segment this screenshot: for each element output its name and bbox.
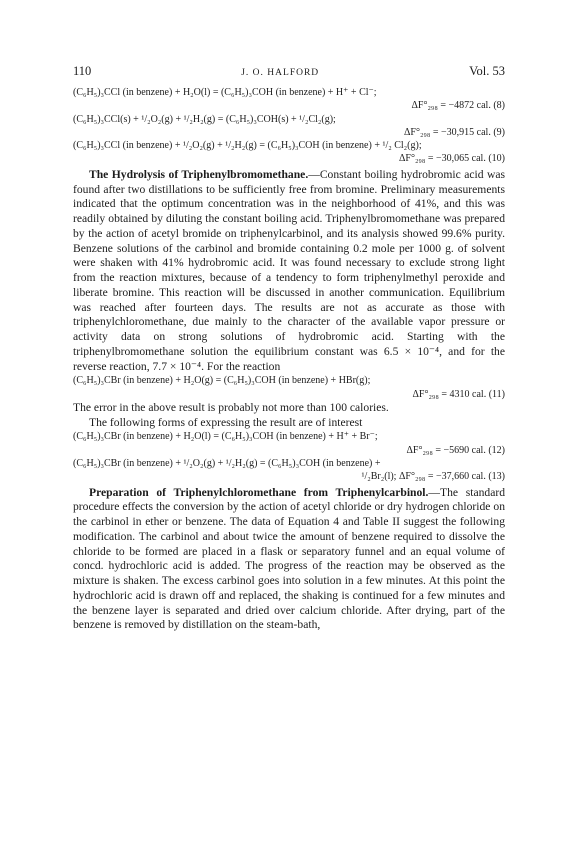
forms-paragraph: The following forms of expressing the result are of interest: [89, 415, 363, 429]
running-header: [73, 64, 505, 86]
equation-10-line: (C₆H₅)₃CCl (in benzene) + ¹/₂O₂(g) + ¹/₂H₂(g) = (C₆H₅)₃COH (in benzene) + ¹/₂ Cl₂(g);: [73, 140, 422, 152]
equation-13-energy: ¹/₂Br₂(l); ΔF°₂₉₈ = −37,660 cal. (13): [361, 471, 505, 483]
equation-block-12-13: [73, 430, 505, 483]
section-heading-preparation: Preparation of Triphenylchloromethane from Triphenylcarbinol.: [89, 485, 429, 499]
page: [73, 64, 505, 633]
volume-label: Vol. 53: [469, 64, 505, 78]
equation-12-line: (C₆H₅)₃CBr (in benzene) + H₂O(l) = (C₆H₅)₃COH (in benzene) + H⁺ + Br⁻;: [73, 431, 378, 443]
equation-block-8-10: [73, 86, 505, 166]
equation-8-energy: ΔF°₂₉₈ = −4872 cal. (8): [411, 100, 505, 112]
equation-9-energy: ΔF°₂₉₈ = −30,915 cal. (9): [403, 126, 505, 138]
error-paragraph: The error in the above result is probably not more than 100 calories.: [73, 400, 389, 414]
section-heading-hydrolysis: The Hydrolysis of Triphenylbromomethane.: [89, 167, 309, 181]
equation-block-11: [73, 374, 505, 401]
page-number: 110: [73, 64, 92, 78]
section-body-hydrolysis: —Constant boiling hydrobromic acid was found after two distillations to be sufficiently free from bromine. Preliminary measurements indicated that the optimum concentration was in the neighborhood of 41%, and this was readily obtained by diluting the constant boiling acid. Triphenylbromomethane was prepared by the action of acetyl bromide on triphenylcarbinol, and its analysis showed 99.6% purity. Benzene solutions of the carbinol and bromide containing 0.2 mole per 1000 g. of solvent were shaken with 41% hydrobromic acid. It was found necessary to exclude strong light from the reaction mixtures, because of a tendency to form triphenylmethyl peroxide and liberate bromine. This reaction will be discussed in another communication. Equilibrium was reached after fourteen days. The results are not as accurate as those with triphenylchloromethane, due mainly to the character of the available vapor pressure or activity data on strong solutions of hydrobromic acid. Starting with the triphenylbromomethane solution the equilibrium constant was 6.5 × 10⁻⁴, and for the reverse reaction, 7.7 × 10⁻⁴. For the reaction: [73, 167, 506, 373]
section-body-preparation: —The standard procedure effects the conversion by the action of acetyl chloride or dry hydrogen chloride on the carbinol in ether or benzene. The data of Equation 4 and Table II suggest the following modification. The carbinol and about twice the amount of benzene required to dissolve the chloride to be formed are placed in a flask or separatory funnel and an equal volume of concd. hydrochloric acid is added. The progress of the reaction may be observed as the mixture is shaken. The excess carbinol goes into solution in a few minutes. At this point the hydrochloric acid is drawn off and replaced, the shaking is continued for a few minutes and the benzene layer is separated and dried over calcium chloride. After drying, part of the benzene is removed by distillation on the steam-bath,: [73, 485, 505, 632]
running-author: J. O. HALFORD: [241, 68, 320, 78]
equation-11-line: (C₆H₅)₃CBr (in benzene) + H₂O(g) = (C₆H₅)₃COH (in benzene) + HBr(g);: [73, 375, 371, 387]
equation-8-line: (C₆H₅)₃CCl (in benzene) + H₂O(l) = (C₆H₅)₃COH (in benzene) + H⁺ + Cl⁻;: [73, 87, 377, 98]
section-preparation-paragraph: [73, 486, 505, 634]
equation-12-energy: ΔF°₂₉₈ = −5690 cal. (12): [406, 444, 505, 456]
section-hydrolysis-paragraph: [73, 168, 505, 375]
equation-13-line: (C₆H₅)₃CBr (in benzene) + ¹/₂O₂(g) + ¹/₂H₂(g) = (C₆H₅)₃COH (in benzene) +: [73, 457, 381, 469]
equation-11-energy: ΔF°₂₉₈ = 4310 cal. (11): [412, 388, 505, 400]
equation-10-energy: ΔF°₂₉₈ = −30,065 cal. (10): [398, 153, 505, 165]
equation-9-line: (C₆H₅)₃CCl(s) + ¹/₂O₂(g) + ¹/₂H₂(g) = (C₆H₅)₃COH(s) + ¹/₂Cl₂(g);: [73, 113, 336, 125]
